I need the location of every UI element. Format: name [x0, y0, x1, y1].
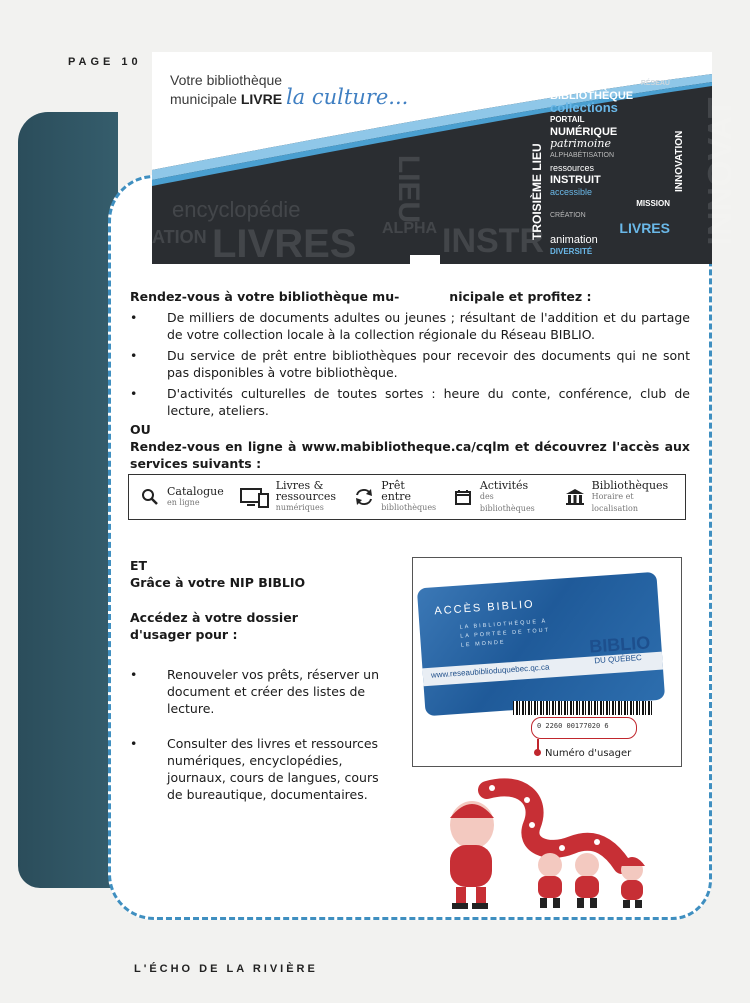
cloud-word: LIVRES	[619, 220, 670, 236]
service-livres-ressources[interactable]	[240, 480, 338, 514]
cloud-word: ALPHABÉTISATION	[550, 152, 615, 159]
list-item: • D'activités culturelles de toutes sortes : heure du conte, conférence, club de lecture, ateliers.	[130, 385, 690, 419]
banner-line-2-bold: LIVRE	[240, 91, 283, 107]
cloud-word: collections	[550, 100, 618, 115]
banner-bg-word: ALPHA	[382, 220, 438, 237]
cloud-word: BIBLIOTHÈQUE	[550, 90, 634, 102]
list-item: • Renouveler vos prêts, réserver un document et créer des listes de lecture.	[130, 666, 390, 717]
cloud-word: PORTAIL	[550, 115, 585, 124]
intro-bullet-list	[130, 309, 690, 419]
banner-line-2: municipale	[170, 91, 241, 107]
service-label: Activités	[479, 478, 529, 492]
cloud-word: patrimoine	[550, 137, 611, 150]
intro-section	[130, 288, 690, 472]
service-sub: en ligne	[167, 497, 200, 507]
online-heading: Rendez-vous en ligne à www.mabibliotheque.ca/cqlm et découvrez l'accès aux services suivants :	[130, 439, 690, 471]
decorative-side-panel	[18, 112, 118, 888]
et-label: ET	[130, 558, 148, 573]
service-sub: numériques	[275, 503, 324, 512]
banner-script: la culture...	[285, 85, 409, 109]
banner-notch	[410, 255, 440, 264]
banner-bg-word: INNOVAT	[701, 97, 740, 246]
cloud-word: MISSION	[636, 199, 670, 208]
services-bar	[128, 474, 686, 520]
list-item: • De milliers de documents adultes ou jeunes ; résultant de l'addition et du partage de votre collection locale à la collection régionale du Réseau BIBLIO.	[130, 309, 690, 343]
banner-tagline	[170, 72, 408, 108]
intro-heading	[130, 288, 690, 305]
service-sub: Horaire et localisation	[591, 491, 638, 513]
service-label: Catalogue	[167, 484, 224, 498]
banner-bg-word: LIEU	[392, 154, 426, 224]
card-brand: BIBLIO	[588, 632, 651, 657]
service-sub: des bibliothèques	[479, 491, 535, 513]
banner-bg-word: LIVRES	[212, 222, 357, 266]
calendar-icon	[453, 486, 474, 508]
exchange-icon	[354, 486, 375, 508]
cloud-word: ressources	[550, 163, 595, 173]
card-brand-sub: DU QUÉBEC	[593, 653, 643, 666]
service-label: Bibliothèques	[591, 478, 669, 492]
banner-bg-word: encyclopédie	[172, 197, 301, 222]
nip-line: Grâce à votre NIP BIBLIO	[130, 575, 306, 590]
list-item: • Consulter des livres et ressources numériques, encyclopédies, journaux, cours de langues, cours de bureautique, documentaires.	[130, 735, 390, 803]
barcode-number: 0 2260 00177020 6	[537, 722, 609, 730]
banner-bg-word: ATION	[152, 227, 207, 247]
banner-vertical-word-2: INNOVATION	[674, 130, 685, 192]
cloud-word: NUMÉRIQUE	[550, 126, 618, 138]
cloud-word: DIVERSITÉ	[550, 247, 593, 256]
nip-heading: Accédez à votre dossier d'usager pour :	[130, 610, 298, 642]
service-sub: bibliothèques	[381, 503, 437, 512]
banner-word-cloud	[550, 78, 670, 258]
service-catalogue[interactable]	[139, 486, 224, 509]
cloud-word: INSTRUIT	[550, 174, 601, 186]
service-pret-entre[interactable]	[354, 480, 437, 514]
cloud-word: CRÉATION	[550, 212, 586, 219]
library-icon	[564, 486, 585, 508]
nip-section	[130, 557, 400, 807]
callout-dot	[534, 749, 541, 756]
banner-vertical-word: TROISIÈME LIEU	[530, 143, 544, 240]
library-card	[417, 572, 665, 716]
service-bibliotheques[interactable]	[564, 480, 679, 515]
banner-bg-word: INSTR	[442, 222, 544, 260]
nip-bullet-list	[130, 666, 390, 803]
card-url: www.reseaubiblioduquebec.qc.ca	[430, 662, 550, 680]
barcode	[513, 701, 653, 715]
page-number: PAGE 10	[68, 56, 142, 68]
list-item: • Du service de prêt entre bibliothèques pour recevoir des documents qui ne sont pas disponibles à votre bibliothèque.	[130, 347, 690, 381]
intro-heading-part1: Rendez-vous à votre bibliothèque mu-	[130, 289, 400, 304]
cloud-word: animation	[550, 234, 598, 246]
santa-illustration	[432, 770, 662, 915]
publication-title: L'ÉCHO DE LA RIVIÈRE	[134, 963, 318, 975]
devices-icon	[240, 486, 270, 508]
service-label: Livres & ressources	[275, 479, 337, 503]
or-label: OU	[130, 422, 151, 437]
card-tagline: LA BIBLIOTHÈQUE À LA PORTÉE DE TOUT LE MONDE	[459, 618, 551, 649]
library-card-figure	[412, 557, 682, 767]
service-activites[interactable]	[453, 480, 549, 515]
banner-line-1: Votre bibliothèque	[170, 72, 283, 88]
search-icon	[139, 486, 161, 508]
cloud-word: accessible	[550, 187, 593, 197]
service-label: Prêt entre	[381, 479, 411, 503]
banner-image	[152, 52, 740, 266]
intro-heading-part2: nicipale et profitez :	[449, 289, 592, 304]
card-caption: Numéro d'usager	[545, 748, 632, 759]
cloud-word: RÉSEAU	[640, 80, 670, 87]
card-title: ACCÈS BIBLIO	[434, 598, 536, 618]
